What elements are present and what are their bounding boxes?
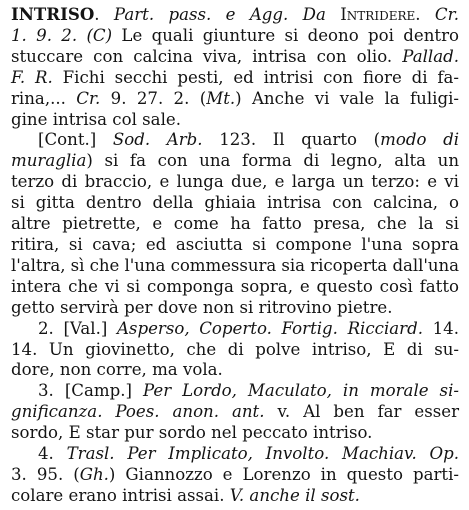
text-run: Le quali giunture si deono poi dentro xyxy=(112,25,459,45)
text-run: gine intrisa col sale. xyxy=(11,109,181,129)
text-run: Fichi secchi pesti, ed intrisi con fiore di fa- xyxy=(52,67,460,87)
italic-run: Trasl. Per Implicato, Involto. Machiav. Op. xyxy=(66,444,459,464)
text-run: ritira, si cava; ed asciutta si compone l'una sopra xyxy=(11,234,459,254)
italic-run: Mt. xyxy=(206,88,236,108)
text-run: 3. [Camp.] xyxy=(38,381,143,401)
text-run: 2. [Val.] xyxy=(38,318,117,338)
text-run: getto servirà per dove non si ritrovino pietre. xyxy=(11,297,393,317)
italic-run: Cr. xyxy=(434,5,459,24)
entry-line xyxy=(11,360,459,381)
entry-line xyxy=(11,402,459,423)
text-run: 123. Il quarto ( xyxy=(202,130,381,150)
italic-run: Sod. Arb. xyxy=(112,130,203,150)
entry-line xyxy=(11,172,459,193)
italic-run: modo di xyxy=(380,130,460,150)
entry-line xyxy=(11,256,459,277)
entry-line xyxy=(11,298,459,319)
small-caps-run: Intridere xyxy=(340,5,416,24)
italic-run: Gh. xyxy=(79,464,109,484)
entry-line xyxy=(11,68,459,89)
entry-line xyxy=(11,486,459,507)
dictionary-entry-intriso xyxy=(11,4,459,507)
entry-line xyxy=(11,444,459,465)
italic-run: gnificanza. Poes. anon. ant. xyxy=(11,402,265,422)
entry-line xyxy=(11,26,459,47)
text-run: 14. xyxy=(422,318,459,338)
italic-run: Pallad. xyxy=(402,46,459,66)
text-run: rina,... xyxy=(11,88,77,108)
entry-line xyxy=(11,130,459,151)
italic-run: F. R. xyxy=(11,67,53,87)
text-run: colare erano intrisi assai. xyxy=(11,485,230,505)
italic-run: Cr. xyxy=(76,88,101,108)
entry-line xyxy=(11,110,459,131)
entry-line xyxy=(11,151,459,172)
text-run: 3. 95. ( xyxy=(11,464,80,484)
headword: INTRISO xyxy=(11,4,95,24)
italic-run: Part. pass. e Agg. Da xyxy=(113,5,341,24)
italic-run: Per Lordo, Maculato, in morale si- xyxy=(142,381,459,401)
text-run: ) Giannozzo e Lorenzo in questo parti- xyxy=(108,464,460,484)
italic-run: Asperso, Coperto. Fortig. Ricciard. xyxy=(116,318,423,338)
entry-line xyxy=(11,4,459,26)
entry-line xyxy=(11,277,459,298)
entry-line xyxy=(11,319,459,340)
text-run: dore, non corre, ma vola. xyxy=(11,360,223,380)
text-run: stuccare con calcina viva, intrisa con olio. xyxy=(11,46,403,66)
entry-line xyxy=(11,235,459,256)
text-run: l'altra, sì che l'una commessura sia ricoperta dall'una xyxy=(11,255,459,275)
text-run: [Cont.] xyxy=(38,130,113,150)
text-run: si gitta dentro della ghiaia intrisa con calcina, o xyxy=(11,193,459,213)
entry-line xyxy=(11,47,459,68)
text-run: 14. Un giovinetto, che di polve intriso, E di su- xyxy=(11,339,459,359)
entry-line xyxy=(11,340,459,361)
italic-run: V. anche il sost. xyxy=(229,485,360,505)
text-run: . xyxy=(94,5,114,24)
entry-line xyxy=(11,465,459,486)
entry-line xyxy=(11,381,459,402)
text-run: altre pietrette, e come ha fatto presa, che la si xyxy=(11,214,459,234)
text-run: ) si fa con una forma di legno, alta un xyxy=(86,151,459,171)
text-run: 4. xyxy=(38,444,67,464)
text-run: ) Anche vi vale la fuligi- xyxy=(235,88,459,108)
text-run: intera che vi si componga sopra, e questo così fatto xyxy=(11,276,459,296)
text-run: terzo di braccio, e lunga due, e larga un terzo: e vi xyxy=(11,172,459,192)
text-run: . xyxy=(415,5,435,24)
entry-line xyxy=(11,193,459,214)
text-run: 9. 27. 2. ( xyxy=(100,88,207,108)
italic-run: muraglia xyxy=(11,151,87,171)
entry-line xyxy=(11,423,459,444)
entry-line xyxy=(11,89,459,110)
text-run: sordo, E star pur sordo nel peccato intriso. xyxy=(11,423,373,443)
entry-line xyxy=(11,214,459,235)
text-run: v. Al ben far esser xyxy=(264,402,459,422)
italic-run: 1. 9. 2. (C) xyxy=(11,25,113,45)
